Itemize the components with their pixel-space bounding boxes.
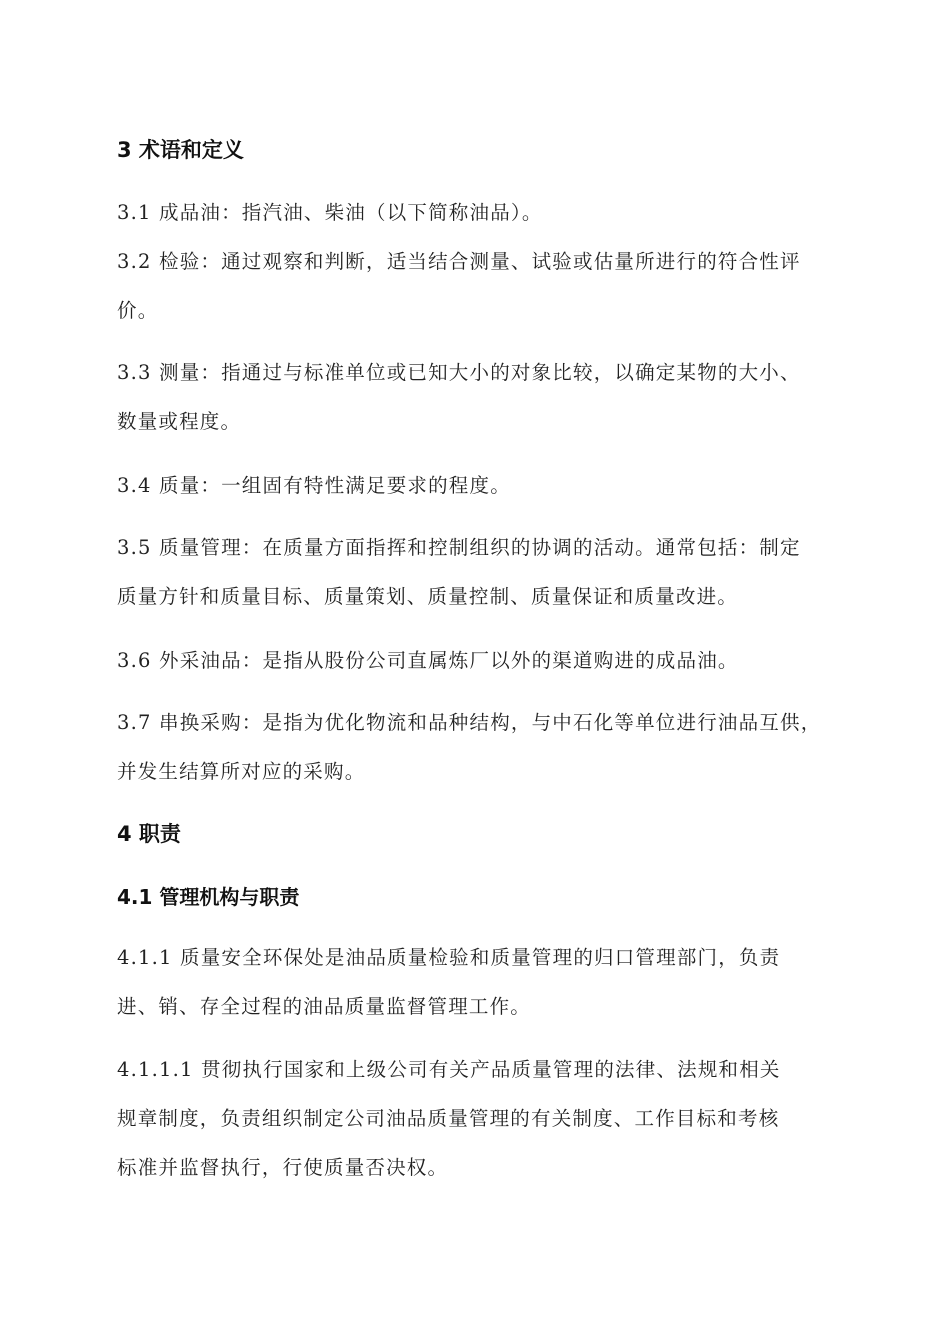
- paragraph-line: 质量方针和质量目标、质量策划、质量控制、质量保证和质量改进。: [117, 585, 739, 608]
- section-4-heading: 4 职责: [117, 822, 181, 846]
- definition-3-7: [117, 698, 852, 796]
- definition-3-2: [117, 237, 852, 335]
- paragraph-line: 并发生结算所对应的采购。: [117, 760, 366, 783]
- paragraph-line: 3.6 外采油品：是指从股份公司直属炼厂以外的渠道购进的成品油。: [117, 649, 739, 672]
- paragraph-line: 规章制度，负责组织制定公司油品质量管理的有关制度、工作目标和考核: [117, 1107, 780, 1130]
- paragraph-line: 数量或程度。: [117, 410, 242, 433]
- paragraph-line: 4.1.1.1 贯彻执行国家和上级公司有关产品质量管理的法律、法规和相关: [117, 1058, 781, 1081]
- paragraph-line: 3.7 串换采购：是指为优化物流和品种结构，与中石化等单位进行油品互供，: [117, 711, 822, 734]
- paragraph-line: 3.1 成品油：指汽油、柴油（以下简称油品）。: [117, 201, 543, 224]
- paragraph-line: 3.3 测量：指通过与标准单位或已知大小的对象比较，以确定某物的大小、: [117, 361, 801, 384]
- paragraph-line: 3.5 质量管理：在质量方面指挥和控制组织的协调的活动。通常包括：制定: [117, 536, 801, 559]
- definition-3-3: [117, 348, 852, 446]
- definition-3-6: [117, 636, 852, 685]
- section-3-heading: 3 术语和定义: [117, 138, 244, 162]
- paragraph-line: 标准并监督执行，行使质量否决权。: [117, 1156, 449, 1179]
- paragraph-line: 3.4 质量：一组固有特性满足要求的程度。: [117, 474, 511, 497]
- definition-3-5: [117, 523, 852, 621]
- definition-3-4: [117, 461, 852, 510]
- paragraph-line: 4.1.1 质量安全环保处是油品质量检验和质量管理的归口管理部门，负责: [117, 946, 781, 969]
- clause-4-1-1-1: [117, 1045, 852, 1192]
- definition-3-1: [117, 188, 852, 237]
- clause-4-1-1: [117, 933, 852, 1031]
- paragraph-line: 3.2 检验：通过观察和判断，适当结合测量、试验或估量所进行的符合性评: [117, 250, 801, 273]
- paragraph-line: 价。: [117, 299, 159, 322]
- section-4-1-heading: 4.1 管理机构与职责: [117, 885, 300, 909]
- paragraph-line: 进、销、存全过程的油品质量监督管理工作。: [117, 995, 532, 1018]
